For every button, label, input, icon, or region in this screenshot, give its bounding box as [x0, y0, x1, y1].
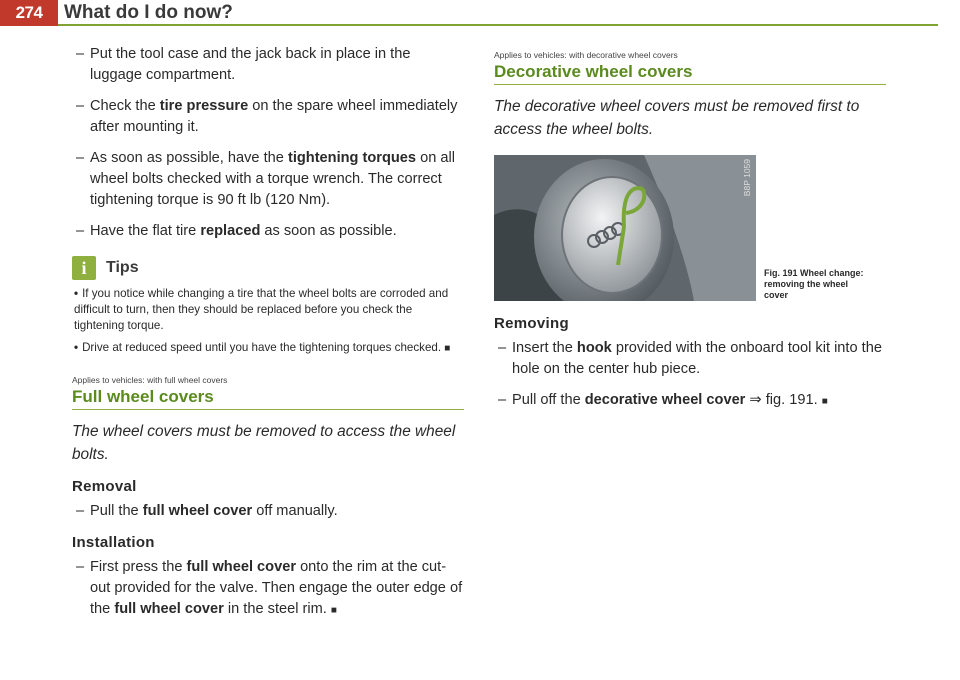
removal-heading: Removal	[72, 478, 137, 495]
applies-note: Applies to vehicles: with full wheel covers	[72, 375, 228, 385]
tips-heading	[72, 256, 464, 280]
tip-item: • If you notice while changing a tire that the wheel bolts are corroded and difficult to turn, then they should be replaced before you check the tightening torque.	[74, 287, 449, 332]
wheel-cover-photo	[494, 155, 756, 301]
section-title-full-wheel-covers: Full wheel covers	[72, 387, 464, 410]
section-intro: The wheel covers must be removed to access the wheel bolts.	[72, 423, 456, 463]
list-item: – As soon as possible, have the tightening torques on all wheel bolts checked with a torque wrench. The correct tightening torque is 90 ft lb (120 Nm).	[72, 148, 464, 211]
list-item: – Put the tool case and the jack back in place in the luggage compartment.	[72, 44, 464, 86]
removing-heading: Removing	[494, 315, 569, 332]
page-number: 274	[0, 0, 58, 26]
figure-caption: Fig. 191 Wheel change: removing the wheel cover	[764, 268, 864, 300]
applies-note: Applies to vehicles: with decorative wheel covers	[494, 50, 678, 60]
list-item: – Pull the full wheel cover off manually.	[72, 501, 464, 522]
list-item: – Pull off the decorative wheel cover ⇒ fig. 191. ■	[494, 390, 886, 412]
left-column	[72, 44, 464, 631]
installation-heading: Installation	[72, 534, 155, 551]
tip-item: • Drive at reduced speed until you have the tightening torques checked. ■	[74, 341, 451, 354]
info-icon: i	[72, 256, 96, 280]
wheel-illustration	[494, 155, 756, 301]
end-mark: ■	[444, 343, 451, 354]
list-item: – Have the flat tire replaced as soon as possible.	[72, 221, 464, 242]
list-item: – First press the full wheel cover onto the rim at the cut-out provided for the valve. Then engage the outer edge of the full wheel cover in the steel rim. ■	[72, 557, 464, 621]
section-title-decorative-wheel-covers: Decorative wheel covers	[494, 62, 886, 85]
right-column	[494, 50, 886, 422]
list-item: – Insert the hook provided with the onboard tool kit into the hole on the center hub piece.	[494, 338, 886, 380]
tips-label: Tips	[106, 259, 139, 276]
figure-block	[494, 155, 886, 301]
list-item: – Check the tire pressure on the spare wheel immediately after mounting it.	[72, 96, 464, 138]
page-title: What do I do now?	[64, 2, 233, 23]
section-intro: The decorative wheel covers must be removed first to access the wheel bolts.	[494, 98, 860, 138]
figure-code: B8P 1059	[742, 159, 752, 197]
header-rule	[58, 24, 938, 26]
